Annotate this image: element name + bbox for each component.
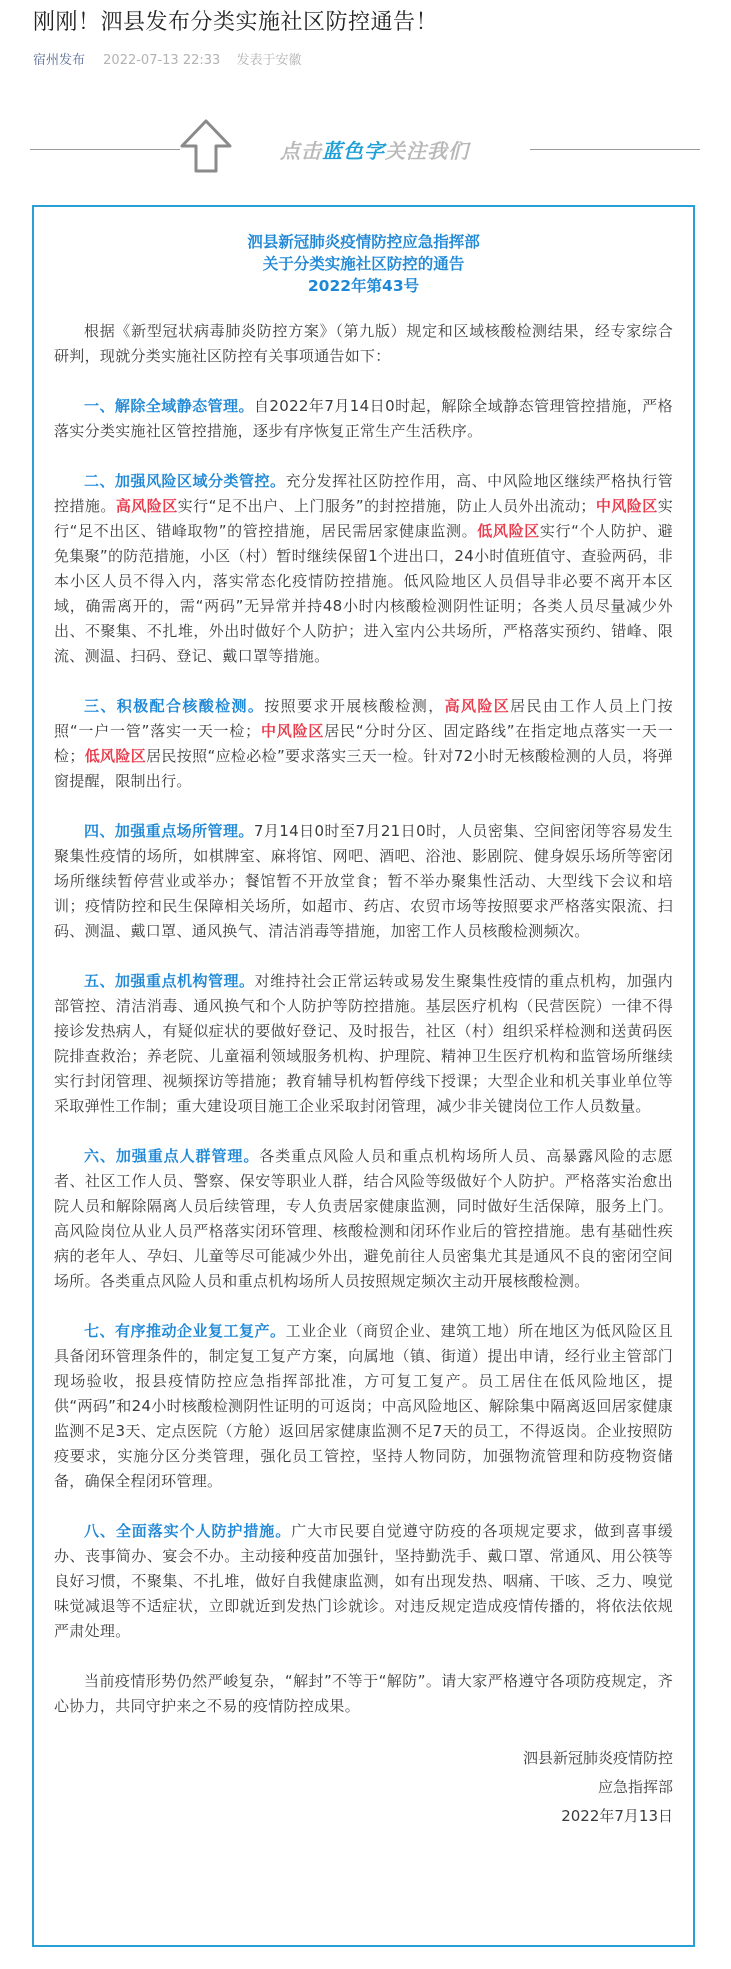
notice-box: [32, 205, 695, 1947]
high-risk-label: 高风险区: [115, 497, 178, 515]
follow-highlight[interactable]: 蓝色字: [322, 139, 385, 163]
notice-subject: 关于分类实施社区防控的通告: [262, 255, 465, 273]
notice-closing: 当前疫情形势仍然严峻复杂，“解封”不等于“解防”。请大家严格遵守各项防疫规定，齐心协力，共同守护来之不易的疫情防控成果。: [54, 1672, 673, 1715]
divider-right: [530, 149, 700, 150]
high-risk-label: 高风险区: [444, 697, 511, 715]
notice-signature: [34, 1744, 693, 1831]
section-8-title: 八、全面落实个人防护措施。: [84, 1522, 292, 1540]
medium-risk-label: 中风险区: [260, 722, 325, 740]
section-6: 六、加强重点人群管理。各类重点风险人员和重点机构场所人员、高暴露风险的志愿者、社区工作人员、警察、保安等职业人群，结合风险等级做好个人防护。严格落实治愈出院人员和解除隔离人员后续管理，专人负责居家健康监测，同时做好生活保障，服务上门。高风险岗位从业人员严格落实闭环管理、核酸检测和闭环作业后的管控措施。患有基础性疾病的老年人、孕妇、儿童等尽可能减少外出，避免前往人员密集尤其是通风不良的密闭空间场所。各类重点风险人员和重点机构场所人员按照规定频次主动开展核酸检测。: [54, 1147, 673, 1290]
notice-intro: 根据《新型冠状病毒肺炎防控方案》（第九版）规定和区域核酸检测结果，经专家综合研判，现就分类实施社区防控有关事项通告如下：: [54, 322, 673, 365]
account-link[interactable]: 宿州发布: [33, 53, 86, 68]
section-4: 四、加强重点场所管理。7月14日0时至7月21日0时，人员密集、空间密闭等容易发生聚集性疫情的场所，如棋牌室、麻将馆、网吧、酒吧、浴池、影剧院、健身娱乐场所等密闭场所继续暂停营业或举办；餐馆暂不开放堂食；暂不举办聚集性活动、大型线下会议和培训；疫情防控和民生保障相关场所，如超市、药店、农贸市场等按照要求严格落实限流、扫码、测温、戴口罩、通风换气、清洁消毒等措施，加密工作人员核酸检测频次。: [54, 822, 673, 940]
follow-call-to-action[interactable]: 点击蓝色字关注我们: [280, 139, 469, 163]
notice-number: 2022年第43号: [307, 277, 420, 295]
section-7: 七、有序推动企业复工复产。工业企业（商贸企业、建筑工地）所在地区为低风险区且具备闭环管理条件的，制定复工复产方案，向属地（镇、街道）提出申请，经行业主管部门现场验收，报县疫情防控应急指挥部批准，方可复工复产。员工居住在低风险地区，提供“两码”和24小时核酸检测阴性证明的可返岗；中高风险地区、解除集中隔离返回居家健康监测不足3天、定点医院（方舱）返回居家健康监测不足7天的员工，不得返岗。企业按照防疫要求，实施分区分类管理，强化员工管控，坚持人物同防，加强物流管理和防疫物资储备，确保全程闭环管理。: [54, 1322, 673, 1490]
section-5: 五、加强重点机构管理。对维持社会正常运转或易发生聚集性疫情的重点机构，加强内部管控、清洁消毒、通风换气和个人防护等防控措施。基层医疗机构（民营医院）一律不得接诊发热病人，有疑似症状的要做好登记、及时报告，社区（村）组织采样检测和送黄码医院排查救治；养老院、儿童福利领域服务机构、护理院、精神卫生医疗机构和监管场所继续实行封闭管理、视频探访等措施；教育辅导机构暂停线下授课；大型企业和机关事业单位等采取弹性工作制；重大建设项目施工企业采取封闭管理，减少非关键岗位工作人员数量。: [54, 972, 673, 1115]
signature-org-line-1: 泗县新冠肺炎疫情防控: [522, 1749, 673, 1767]
divider-left: [30, 149, 180, 150]
follow-banner[interactable]: [30, 118, 710, 178]
notice-org: 泗县新冠肺炎疫情防控应急指挥部: [247, 233, 480, 251]
signature-date: 2022年7月13日: [561, 1807, 673, 1825]
section-1-title: 一、解除全域静态管理。: [84, 397, 254, 415]
section-5-title: 五、加强重点机构管理。: [84, 972, 255, 990]
low-risk-label: 低风险区: [84, 747, 147, 765]
up-arrow-icon: [178, 118, 234, 174]
low-risk-label: 低风险区: [477, 522, 540, 540]
article-meta: [33, 52, 301, 70]
section-2: 二、加强风险区域分类管控。充分发挥社区防控作用，高、中风险地区继续严格执行管控措施。高风险区实行“足不出户、上门服务”的封控措施，防止人员外出流动；中风险区实行“足不出区、错峰取物”的管控措施，居民需居家健康监测。低风险区实行“个人防护、避免集聚”的防范措施，小区（村）暂时继续保留1个进出口，24小时值班值守、查验两码，非本小区人员不得入内，落实常态化疫情防控措施。低风险地区人员倡导非必要不离开本区域，确需离开的，需“两码”无异常并持48小时内核酸检测阴性证明；各类人员尽量减少外出、不聚集、不扎堆，外出时做好个人防护；进入室内公共场所，严格落实预约、错峰、限流、测温、扫码、登记、戴口罩等措施。: [54, 472, 674, 665]
section-7-title: 七、有序推动企业复工复产。: [84, 1322, 286, 1340]
medium-risk-label: 中风险区: [595, 497, 658, 515]
section-8: 八、全面落实个人防护措施。广大市民要自觉遵守防疫的各项规定要求，做到喜事缓办、丧事简办、宴会不办。主动接种疫苗加强针，坚持勤洗手、戴口罩、常通风、用公筷等良好习惯，不聚集、不扎堆，做好自我健康监测，如有出现发热、咽痛、干咳、乏力、嗅觉味觉减退等不适症状，立即就近到发热门诊就诊。对违反规定造成疫情传播的，将依法依规严肃处理。: [54, 1522, 673, 1640]
notice-body: [34, 297, 693, 1719]
signature-org-line-2: 应急指挥部: [597, 1778, 673, 1796]
section-3-title: 三、积极配合核酸检测。: [84, 697, 265, 715]
article-title: 刚刚！泗县发布分类实施社区防控通告！: [33, 10, 439, 35]
section-6-title: 六、加强重点人群管理。: [84, 1147, 260, 1165]
section-1: 一、解除全域静态管理。自2022年7月14日0时起，解除全域静态管理管控措施，严格落实分类实施社区管控措施，逐步有序恢复正常生产生活秩序。: [54, 397, 673, 440]
section-2-title: 二、加强风险区域分类管控。: [84, 472, 286, 490]
publish-date: 2022-07-13 22:33: [103, 53, 221, 68]
publish-location: 发表于安徽: [236, 53, 302, 68]
section-4-title: 四、加强重点场所管理。: [84, 822, 254, 840]
section-3: 三、积极配合核酸检测。按照要求开展核酸检测，高风险区居民由工作人员上门按照“一户一管”落实一天一检；中风险区居民“分时分区、固定路线”在指定地点落实一天一检；低风险区居民按照“应检必检”要求落实三天一检。针对72小时无核酸检测的人员，将弹窗提醒，限制出行。: [54, 697, 673, 790]
